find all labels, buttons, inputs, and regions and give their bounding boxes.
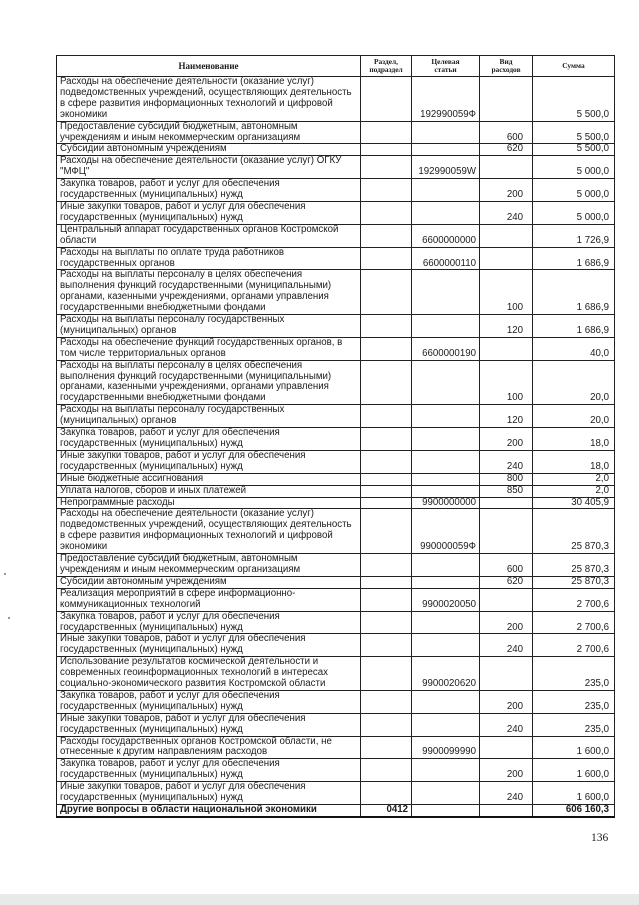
row-target-cell [412, 805, 480, 817]
table-row [57, 611, 615, 634]
row-name-cell: Закупка товаров, работ и услуг для обеспечения государственных (муниципальных) нужд [57, 611, 361, 634]
row-name-cell: Закупка товаров, работ и услуг для обеспечения государственных (муниципальных) нужд [57, 759, 361, 782]
row-name-cell: Использование результатов космической деятельности и современных геоинформационных технологий в интересах социально-экономического развития Костромской области [57, 657, 361, 691]
row-type-cell: 240 [480, 713, 533, 736]
row-sum-cell: 2 700,6 [533, 634, 615, 657]
row-section-cell [361, 247, 412, 270]
table-row [57, 450, 615, 473]
row-type-cell [480, 497, 533, 509]
row-section-cell [361, 690, 412, 713]
row-type-cell: 200 [480, 428, 533, 451]
row-name-cell: Реализация мероприятий в сфере информационно- коммуникационных технологий [57, 588, 361, 611]
row-target-cell [412, 315, 480, 338]
row-sum-cell: 18,0 [533, 450, 615, 473]
table-row [57, 713, 615, 736]
scan-edge [0, 894, 639, 905]
row-name-cell: Непрограммные расходы [57, 497, 361, 509]
row-type-cell [480, 77, 533, 122]
budget-table [56, 55, 615, 818]
row-type-cell: 200 [480, 179, 533, 202]
row-name-cell: Иные бюджетные ассигнования [57, 473, 361, 485]
row-target-cell: 9900000000 [412, 497, 480, 509]
row-type-cell: 200 [480, 759, 533, 782]
column-header-target: Целевая статьи [412, 56, 480, 77]
row-sum-cell: 1 600,0 [533, 782, 615, 805]
row-type-cell: 100 [480, 270, 533, 315]
row-type-cell [480, 337, 533, 360]
row-type-cell [480, 224, 533, 247]
row-target-cell [412, 201, 480, 224]
row-sum-cell: 1 600,0 [533, 759, 615, 782]
row-sum-cell: 40,0 [533, 337, 615, 360]
row-type-cell [480, 509, 533, 554]
row-name-cell: Расходы на обеспечение деятельности (оказание услуг) подведомственных учреждений, осуществляющих деятельность в сфере развития информационных технологий и цифровой экономики [57, 509, 361, 554]
row-name-cell: Уплата налогов, сборов и иных платежей [57, 485, 361, 497]
row-target-cell [412, 121, 480, 144]
row-sum-cell: 30 405,9 [533, 497, 615, 509]
table-header [57, 56, 615, 77]
table-row [57, 121, 615, 144]
column-header-name: Наименование [57, 56, 361, 77]
row-sum-cell: 25 870,3 [533, 554, 615, 577]
row-sum-cell: 5 500,0 [533, 121, 615, 144]
table-row [57, 247, 615, 270]
row-section-cell [361, 611, 412, 634]
row-target-cell [412, 634, 480, 657]
table-row [57, 782, 615, 805]
row-type-cell: 620 [480, 144, 533, 156]
table-row [57, 509, 615, 554]
table-row [57, 179, 615, 202]
row-section-cell [361, 473, 412, 485]
row-name-cell: Иные закупки товаров, работ и услуг для обеспечения государственных (муниципальных) нужд [57, 782, 361, 805]
row-section-cell [361, 497, 412, 509]
table-row [57, 428, 615, 451]
table-row [57, 156, 615, 179]
row-target-cell: 6600000000 [412, 224, 480, 247]
row-sum-cell: 606 160,3 [533, 805, 615, 817]
row-sum-cell: 1 726,9 [533, 224, 615, 247]
table-row [57, 201, 615, 224]
row-section-cell: 0412 [361, 805, 412, 817]
row-type-cell: 120 [480, 315, 533, 338]
row-type-cell: 600 [480, 554, 533, 577]
table-row [57, 554, 615, 577]
row-sum-cell: 1 686,9 [533, 315, 615, 338]
row-type-cell: 850 [480, 485, 533, 497]
row-section-cell [361, 144, 412, 156]
row-sum-cell: 2 700,6 [533, 611, 615, 634]
row-section-cell [361, 657, 412, 691]
row-name-cell: Иные закупки товаров, работ и услуг для обеспечения государственных (муниципальных) нужд [57, 713, 361, 736]
row-type-cell: 120 [480, 405, 533, 428]
row-section-cell [361, 405, 412, 428]
table-row [57, 634, 615, 657]
row-sum-cell: 1 686,9 [533, 270, 615, 315]
row-section-cell [361, 782, 412, 805]
row-section-cell [361, 201, 412, 224]
row-type-cell [480, 247, 533, 270]
row-type-cell [480, 657, 533, 691]
row-sum-cell: 2,0 [533, 485, 615, 497]
table-row [57, 224, 615, 247]
row-sum-cell: 235,0 [533, 690, 615, 713]
row-type-cell [480, 805, 533, 817]
column-header-expense-type: Вид расходов [480, 56, 533, 77]
row-section-cell [361, 759, 412, 782]
row-name-cell: Закупка товаров, работ и услуг для обеспечения государственных (муниципальных) нужд [57, 179, 361, 202]
column-header-section: Раздел, подраздел [361, 56, 412, 77]
scan-mark [4, 573, 6, 575]
table-row [57, 473, 615, 485]
row-section-cell [361, 428, 412, 451]
row-type-cell: 800 [480, 473, 533, 485]
row-name-cell: Закупка товаров, работ и услуг для обеспечения государственных (муниципальных) нужд [57, 690, 361, 713]
row-target-cell [412, 554, 480, 577]
header-row [57, 56, 615, 77]
row-target-cell: 9900020620 [412, 657, 480, 691]
row-section-cell [361, 450, 412, 473]
row-target-cell: 9900020050 [412, 588, 480, 611]
row-sum-cell: 1 600,0 [533, 736, 615, 759]
row-sum-cell: 235,0 [533, 713, 615, 736]
row-name-cell: Расходы на выплаты персоналу в целях обеспечения выполнения функций государственными (муниципальными) органами, казенными учреждениями, органами управления государственными внебюджетными фондами [57, 270, 361, 315]
table-row [57, 805, 615, 817]
row-target-cell [412, 144, 480, 156]
row-sum-cell: 25 870,3 [533, 576, 615, 588]
row-name-cell: Закупка товаров, работ и услуг для обеспечения государственных (муниципальных) нужд [57, 428, 361, 451]
row-section-cell [361, 121, 412, 144]
table-row [57, 497, 615, 509]
row-target-cell [412, 270, 480, 315]
row-name-cell: Расходы на выплаты персоналу государственных (муниципальных) органов [57, 405, 361, 428]
row-name-cell: Расходы государственных органов Костромской области, не отнесенные к другим направлениям расходов [57, 736, 361, 759]
row-target-cell [412, 428, 480, 451]
row-target-cell [412, 576, 480, 588]
row-type-cell: 240 [480, 782, 533, 805]
row-sum-cell: 1 686,9 [533, 247, 615, 270]
row-section-cell [361, 179, 412, 202]
row-type-cell: 240 [480, 450, 533, 473]
row-section-cell [361, 270, 412, 315]
row-type-cell: 240 [480, 634, 533, 657]
row-type-cell: 200 [480, 611, 533, 634]
row-name-cell: Иные закупки товаров, работ и услуг для обеспечения государственных (муниципальных) нужд [57, 450, 361, 473]
row-target-cell: 192990059W [412, 156, 480, 179]
table-row [57, 485, 615, 497]
row-name-cell: Расходы на выплаты по оплате труда работников государственных органов [57, 247, 361, 270]
table-row [57, 405, 615, 428]
row-type-cell [480, 156, 533, 179]
row-type-cell [480, 736, 533, 759]
row-name-cell: Иные закупки товаров, работ и услуг для обеспечения государственных (муниципальных) нужд [57, 634, 361, 657]
row-section-cell [361, 337, 412, 360]
row-section-cell [361, 509, 412, 554]
row-type-cell [480, 588, 533, 611]
row-section-cell [361, 736, 412, 759]
row-target-cell: 6600000110 [412, 247, 480, 270]
row-section-cell [361, 485, 412, 497]
page-number: 136 [591, 832, 609, 844]
row-name-cell: Расходы на обеспечение деятельности (оказание услуг) ОГКУ "МФЦ" [57, 156, 361, 179]
row-section-cell [361, 554, 412, 577]
row-name-cell: Предоставление субсидий бюджетным, автономным учреждениям и иным некоммерческим организациям [57, 554, 361, 577]
row-target-cell: 192990059Ф [412, 77, 480, 122]
row-name-cell: Расходы на обеспечение деятельности (оказание услуг) подведомственных учреждений, осуществляющих деятельность в сфере развития информационных технологий и цифровой экономики [57, 77, 361, 122]
row-target-cell [412, 179, 480, 202]
row-target-cell [412, 690, 480, 713]
row-sum-cell: 2 700,6 [533, 588, 615, 611]
row-target-cell [412, 782, 480, 805]
table-row [57, 690, 615, 713]
row-sum-cell: 5 500,0 [533, 77, 615, 122]
row-target-cell [412, 759, 480, 782]
row-sum-cell: 20,0 [533, 360, 615, 405]
row-name-cell: Расходы на выплаты персоналу государственных (муниципальных) органов [57, 315, 361, 338]
row-section-cell [361, 224, 412, 247]
row-sum-cell: 5 500,0 [533, 144, 615, 156]
row-target-cell [412, 611, 480, 634]
table-row [57, 576, 615, 588]
row-name-cell: Другие вопросы в области национальной экономики [57, 805, 361, 817]
row-section-cell [361, 588, 412, 611]
row-name-cell: Иные закупки товаров, работ и услуг для обеспечения государственных (муниципальных) нужд [57, 201, 361, 224]
row-sum-cell: 5 000,0 [533, 201, 615, 224]
table-row [57, 588, 615, 611]
row-target-cell [412, 450, 480, 473]
row-type-cell: 600 [480, 121, 533, 144]
row-section-cell [361, 634, 412, 657]
table-row [57, 315, 615, 338]
row-sum-cell: 2,0 [533, 473, 615, 485]
row-section-cell [361, 77, 412, 122]
table-body [57, 77, 615, 817]
row-name-cell: Предоставление субсидий бюджетным, автономным учреждениям и иным некоммерческим организациям [57, 121, 361, 144]
row-section-cell [361, 576, 412, 588]
table-row [57, 360, 615, 405]
row-section-cell [361, 713, 412, 736]
row-sum-cell: 235,0 [533, 657, 615, 691]
row-section-cell [361, 360, 412, 405]
row-name-cell: Субсидии автономным учреждениям [57, 576, 361, 588]
row-name-cell: Центральный аппарат государственных органов Костромской области [57, 224, 361, 247]
table-row [57, 657, 615, 691]
row-sum-cell: 18,0 [533, 428, 615, 451]
table-row [57, 736, 615, 759]
row-sum-cell: 20,0 [533, 405, 615, 428]
scan-mark [8, 617, 10, 619]
row-target-cell [412, 360, 480, 405]
table-row [57, 77, 615, 122]
row-target-cell [412, 405, 480, 428]
row-target-cell: 6600000190 [412, 337, 480, 360]
row-type-cell: 200 [480, 690, 533, 713]
row-target-cell [412, 485, 480, 497]
row-name-cell: Субсидии автономным учреждениям [57, 144, 361, 156]
row-section-cell [361, 156, 412, 179]
table-row [57, 144, 615, 156]
row-type-cell: 240 [480, 201, 533, 224]
row-type-cell: 620 [480, 576, 533, 588]
row-target-cell: 9900099990 [412, 736, 480, 759]
table-row [57, 759, 615, 782]
row-sum-cell: 5 000,0 [533, 179, 615, 202]
row-sum-cell: 25 870,3 [533, 509, 615, 554]
row-target-cell: 990000059Ф [412, 509, 480, 554]
row-sum-cell: 5 000,0 [533, 156, 615, 179]
row-section-cell [361, 315, 412, 338]
row-target-cell [412, 713, 480, 736]
row-name-cell: Расходы на выплаты персоналу в целях обеспечения выполнения функций государственными (муниципальными) органами, казенными учреждениями, органами управления государственными внебюджетными фондами [57, 360, 361, 405]
column-header-sum: Сумма [533, 56, 615, 77]
table-row [57, 270, 615, 315]
row-type-cell: 100 [480, 360, 533, 405]
row-target-cell [412, 473, 480, 485]
row-name-cell: Расходы на обеспечение функций государственных органов, в том числе территориальных органов [57, 337, 361, 360]
table-row [57, 337, 615, 360]
